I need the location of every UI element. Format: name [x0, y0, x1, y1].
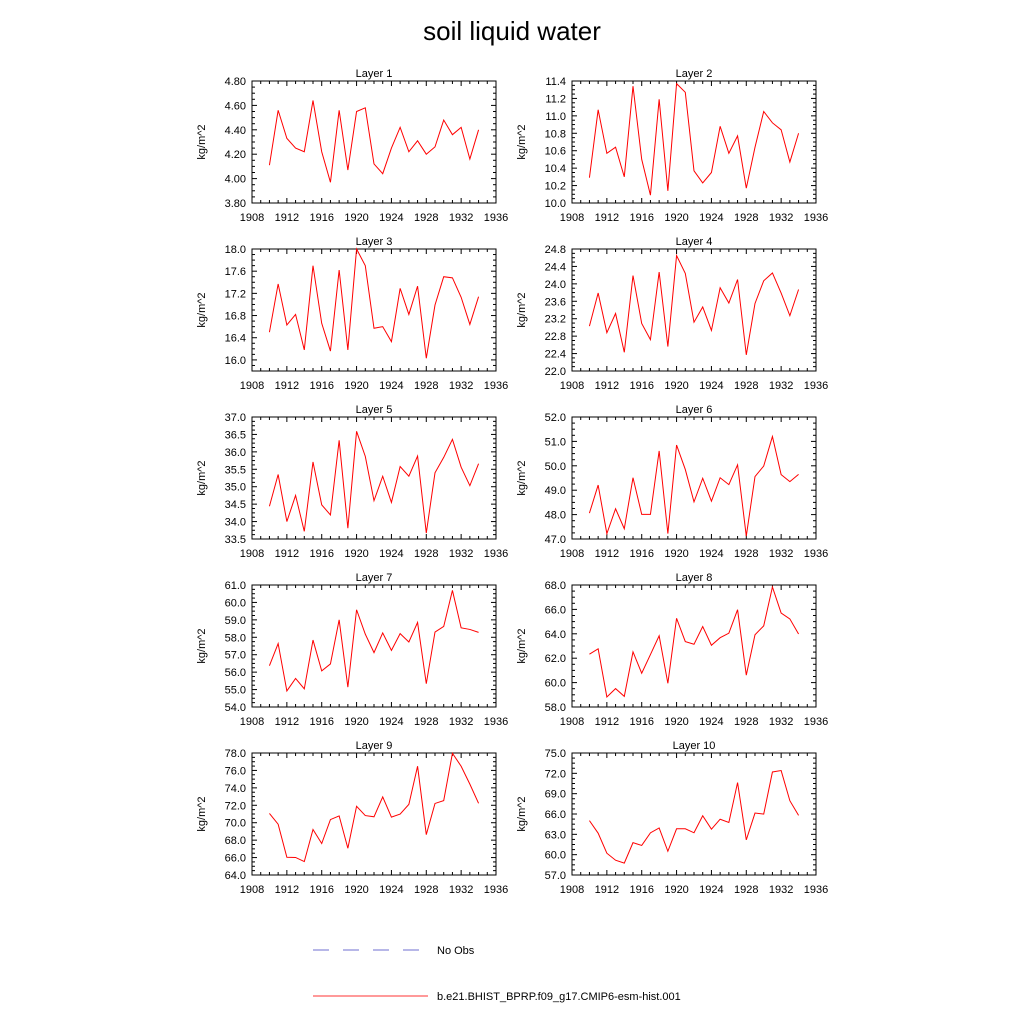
y-tick-label: 22.0 — [544, 366, 566, 378]
panel-title: Layer 5 — [355, 404, 393, 416]
y-tick-label: 10.4 — [544, 163, 566, 176]
y-tick-label: 64.0 — [224, 870, 246, 882]
panel-layer-2 — [516, 68, 828, 224]
y-tick-label: 58.0 — [544, 702, 566, 714]
x-tick-label: 1920 — [664, 548, 689, 560]
y-tick-label: 51.0 — [544, 436, 566, 449]
x-tick-label: 1924 — [699, 212, 724, 224]
x-tick-label: 1936 — [803, 380, 829, 392]
x-tick-label: 1932 — [448, 884, 474, 896]
y-axis — [545, 76, 816, 210]
series-line — [269, 431, 478, 533]
y-tick-label: 54.0 — [224, 702, 246, 714]
x-tick-label: 1924 — [379, 380, 404, 392]
x-tick-label: 1932 — [448, 548, 474, 560]
y-tick-label: 59.0 — [224, 614, 246, 627]
y-axis-label: kg/m^2 — [196, 628, 208, 664]
y-tick-label: 4.40 — [224, 124, 246, 137]
y-tick-label: 63.0 — [544, 829, 566, 842]
x-tick-label: 1924 — [699, 884, 724, 896]
plot-frame — [252, 417, 496, 539]
series-line — [269, 590, 478, 691]
x-tick-label: 1920 — [344, 884, 369, 896]
x-tick-label: 1920 — [344, 548, 369, 560]
x-tick-label: 1908 — [239, 212, 265, 224]
panel-title: Layer 10 — [672, 740, 716, 752]
y-tick-label: 4.80 — [224, 76, 246, 88]
x-tick-label: 1924 — [379, 884, 404, 896]
x-tick-label: 1932 — [768, 884, 794, 896]
y-tick-label: 47.0 — [544, 534, 566, 546]
y-tick-label: 66.0 — [224, 852, 246, 865]
x-tick-label: 1936 — [483, 548, 509, 560]
panel-layer-9 — [196, 740, 508, 896]
x-tick-label: 1932 — [768, 716, 794, 728]
panel-layer-7 — [196, 572, 508, 728]
x-tick-label: 1912 — [274, 380, 300, 392]
x-tick-label: 1932 — [768, 548, 794, 560]
x-tick-label: 1924 — [699, 716, 724, 728]
y-tick-label: 57.0 — [224, 649, 246, 662]
x-tick-label: 1916 — [309, 212, 334, 224]
x-tick-label: 1936 — [483, 380, 509, 392]
legend-label: b.e21.BHIST_BPRP.f09_g17.CMIP6-esm-hist.001 — [437, 991, 681, 1003]
y-tick-label: 68.0 — [224, 835, 246, 848]
y-tick-label: 62.0 — [544, 653, 566, 666]
x-tick-label: 1924 — [379, 548, 404, 560]
y-axis — [545, 748, 816, 882]
y-tick-label: 17.2 — [224, 288, 246, 301]
series-line — [269, 101, 478, 183]
y-axis-label: kg/m^2 — [516, 796, 528, 832]
y-tick-label: 10.2 — [544, 180, 566, 193]
x-tick-label: 1908 — [239, 380, 265, 392]
x-tick-label: 1916 — [309, 380, 334, 392]
y-tick-label: 16.8 — [224, 310, 246, 323]
x-tick-label: 1924 — [379, 716, 404, 728]
x-tick-label: 1912 — [274, 212, 300, 224]
y-tick-label: 22.4 — [544, 348, 566, 361]
legend — [313, 945, 681, 1003]
plot-frame — [252, 249, 496, 371]
y-tick-label: 37.0 — [224, 412, 246, 424]
panel-title: Layer 8 — [675, 572, 713, 584]
series-line — [589, 587, 798, 697]
y-tick-label: 61.0 — [224, 580, 246, 592]
y-tick-label: 49.0 — [544, 485, 566, 498]
figure-title: soil liquid water — [423, 16, 601, 46]
y-tick-label: 36.0 — [224, 446, 246, 459]
y-axis — [225, 412, 496, 546]
panel-layer-3 — [196, 236, 508, 392]
y-axis — [225, 580, 496, 714]
x-tick-label: 1916 — [629, 884, 654, 896]
x-tick-label: 1916 — [629, 212, 654, 224]
y-axis — [545, 412, 816, 546]
y-tick-label: 72.0 — [224, 800, 246, 813]
y-tick-label: 66.0 — [544, 604, 566, 617]
x-tick-label: 1912 — [274, 884, 300, 896]
x-tick-label: 1920 — [344, 380, 369, 392]
legend-item — [313, 945, 475, 957]
y-tick-label: 55.0 — [224, 684, 246, 697]
x-tick-label: 1912 — [274, 716, 300, 728]
x-tick-label: 1928 — [414, 380, 439, 392]
panel-layer-4 — [516, 236, 828, 392]
x-tick-label: 1908 — [239, 716, 265, 728]
series-line — [269, 249, 478, 358]
series-line — [589, 437, 798, 537]
x-tick-label: 1920 — [664, 380, 689, 392]
y-tick-label: 24.4 — [544, 261, 566, 274]
panel-layer-5 — [196, 404, 508, 560]
y-tick-label: 34.5 — [224, 499, 246, 512]
x-tick-label: 1916 — [309, 716, 334, 728]
y-tick-label: 64.0 — [544, 628, 566, 641]
y-tick-label: 36.5 — [224, 429, 246, 442]
x-tick-label: 1932 — [768, 212, 794, 224]
panel-title: Layer 9 — [355, 740, 393, 752]
y-tick-label: 10.6 — [544, 145, 566, 158]
panel-title: Layer 3 — [355, 236, 393, 248]
plot-frame — [572, 585, 816, 707]
y-tick-label: 16.0 — [224, 354, 246, 367]
x-tick-label: 1928 — [734, 716, 759, 728]
x-tick-label: 1920 — [664, 884, 689, 896]
y-tick-label: 58.0 — [224, 632, 246, 645]
y-tick-label: 22.8 — [544, 331, 566, 344]
series-line — [589, 771, 798, 864]
series-line — [589, 256, 798, 355]
y-axis-label: kg/m^2 — [516, 292, 528, 328]
x-tick-label: 1920 — [344, 212, 369, 224]
x-tick-label: 1932 — [448, 716, 474, 728]
y-tick-label: 70.0 — [224, 817, 246, 830]
y-tick-label: 60.0 — [544, 677, 566, 690]
y-tick-label: 23.2 — [544, 313, 566, 326]
panel-layer-10 — [516, 740, 828, 896]
y-axis — [225, 244, 496, 371]
x-tick-label: 1928 — [734, 212, 759, 224]
y-tick-label: 11.0 — [545, 110, 566, 123]
y-axis — [225, 748, 496, 882]
x-tick-label: 1920 — [664, 212, 689, 224]
legend-item — [313, 991, 681, 1003]
y-tick-label: 11.4 — [545, 76, 566, 88]
x-tick-label: 1924 — [379, 212, 404, 224]
x-tick-label: 1928 — [734, 548, 759, 560]
y-tick-label: 78.0 — [224, 748, 246, 760]
y-tick-label: 57.0 — [544, 870, 566, 882]
x-tick-label: 1920 — [344, 716, 369, 728]
y-tick-label: 60.0 — [224, 597, 246, 610]
x-tick-label: 1936 — [803, 212, 829, 224]
y-tick-label: 75.0 — [544, 748, 566, 760]
y-tick-label: 76.0 — [224, 765, 246, 778]
y-axis-label: kg/m^2 — [196, 124, 208, 160]
plot-frame — [572, 249, 816, 371]
legend-label: No Obs — [437, 945, 475, 957]
y-tick-label: 48.0 — [544, 509, 566, 522]
y-axis-label: kg/m^2 — [196, 292, 208, 328]
plot-frame — [252, 81, 496, 203]
plot-frame — [572, 417, 816, 539]
x-tick-label: 1908 — [559, 548, 585, 560]
series-line — [269, 753, 478, 861]
x-tick-label: 1936 — [483, 716, 509, 728]
panel-title: Layer 1 — [355, 68, 393, 80]
y-axis-label: kg/m^2 — [196, 796, 208, 832]
x-tick-label: 1908 — [239, 884, 265, 896]
x-tick-label: 1908 — [559, 380, 585, 392]
x-tick-label: 1924 — [699, 548, 724, 560]
x-tick-label: 1916 — [629, 716, 654, 728]
x-tick-label: 1916 — [629, 548, 654, 560]
y-tick-label: 66.0 — [544, 809, 566, 821]
x-tick-label: 1936 — [483, 212, 509, 224]
panels-group — [196, 68, 828, 896]
y-tick-label: 68.0 — [544, 580, 566, 592]
y-tick-label: 56.0 — [224, 667, 246, 680]
x-tick-label: 1908 — [239, 548, 265, 560]
y-tick-label: 33.5 — [224, 534, 246, 546]
x-tick-label: 1912 — [594, 212, 620, 224]
y-tick-label: 16.4 — [224, 332, 246, 345]
y-axis-label: kg/m^2 — [516, 628, 528, 664]
x-tick-label: 1928 — [414, 716, 439, 728]
x-tick-label: 1908 — [559, 212, 585, 224]
x-tick-label: 1936 — [803, 548, 829, 560]
y-tick-label: 10.8 — [544, 128, 566, 141]
y-tick-label: 17.6 — [224, 266, 246, 279]
y-tick-label: 52.0 — [544, 412, 566, 424]
panel-title: Layer 2 — [675, 68, 713, 80]
y-tick-label: 34.0 — [224, 516, 246, 529]
y-axis-label: kg/m^2 — [196, 460, 208, 496]
y-tick-label: 4.00 — [224, 173, 246, 186]
y-axis-label: kg/m^2 — [516, 124, 528, 160]
x-tick-label: 1932 — [768, 380, 794, 392]
x-tick-label: 1936 — [803, 884, 829, 896]
x-tick-label: 1936 — [803, 716, 829, 728]
x-tick-label: 1936 — [483, 884, 509, 896]
x-tick-label: 1928 — [734, 380, 759, 392]
x-tick-label: 1908 — [559, 716, 585, 728]
panel-title: Layer 7 — [355, 572, 393, 584]
panel-layer-8 — [516, 572, 828, 728]
series-line — [589, 84, 798, 196]
y-tick-label: 4.20 — [224, 149, 246, 162]
y-tick-label: 10.0 — [544, 198, 566, 210]
x-tick-label: 1928 — [414, 884, 439, 896]
y-tick-label: 24.0 — [544, 278, 566, 291]
x-tick-label: 1920 — [664, 716, 689, 728]
y-tick-label: 74.0 — [224, 782, 246, 795]
y-tick-label: 18.0 — [224, 244, 246, 256]
y-tick-label: 35.5 — [224, 464, 246, 477]
x-tick-label: 1912 — [594, 380, 620, 392]
x-tick-label: 1916 — [309, 884, 334, 896]
y-axis — [225, 76, 496, 210]
y-tick-label: 24.8 — [544, 244, 566, 256]
y-tick-label: 3.80 — [224, 198, 246, 210]
x-tick-label: 1924 — [699, 380, 724, 392]
x-tick-label: 1932 — [448, 212, 474, 224]
x-tick-label: 1908 — [559, 884, 585, 896]
panel-layer-1 — [196, 68, 508, 224]
y-axis-label: kg/m^2 — [516, 460, 528, 496]
y-tick-label: 4.60 — [224, 100, 246, 113]
y-tick-label: 72.0 — [544, 768, 566, 781]
x-tick-label: 1916 — [629, 380, 654, 392]
x-tick-label: 1928 — [414, 548, 439, 560]
x-tick-label: 1916 — [309, 548, 334, 560]
x-tick-label: 1928 — [734, 884, 759, 896]
panel-layer-6 — [516, 404, 828, 560]
y-tick-label: 69.0 — [544, 788, 566, 801]
x-tick-label: 1912 — [594, 716, 620, 728]
plot-frame — [252, 753, 496, 875]
y-axis — [545, 580, 816, 714]
y-tick-label: 23.6 — [544, 296, 566, 309]
x-tick-label: 1932 — [448, 380, 474, 392]
y-tick-label: 35.0 — [224, 481, 246, 494]
panel-title: Layer 4 — [675, 236, 713, 248]
y-tick-label: 50.0 — [544, 460, 566, 473]
x-tick-label: 1912 — [594, 548, 620, 560]
x-tick-label: 1912 — [274, 548, 300, 560]
x-tick-label: 1928 — [414, 212, 439, 224]
panel-title: Layer 6 — [675, 404, 713, 416]
plot-frame — [572, 81, 816, 203]
y-tick-label: 60.0 — [544, 849, 566, 862]
x-tick-label: 1912 — [594, 884, 620, 896]
y-tick-label: 11.2 — [545, 93, 566, 106]
